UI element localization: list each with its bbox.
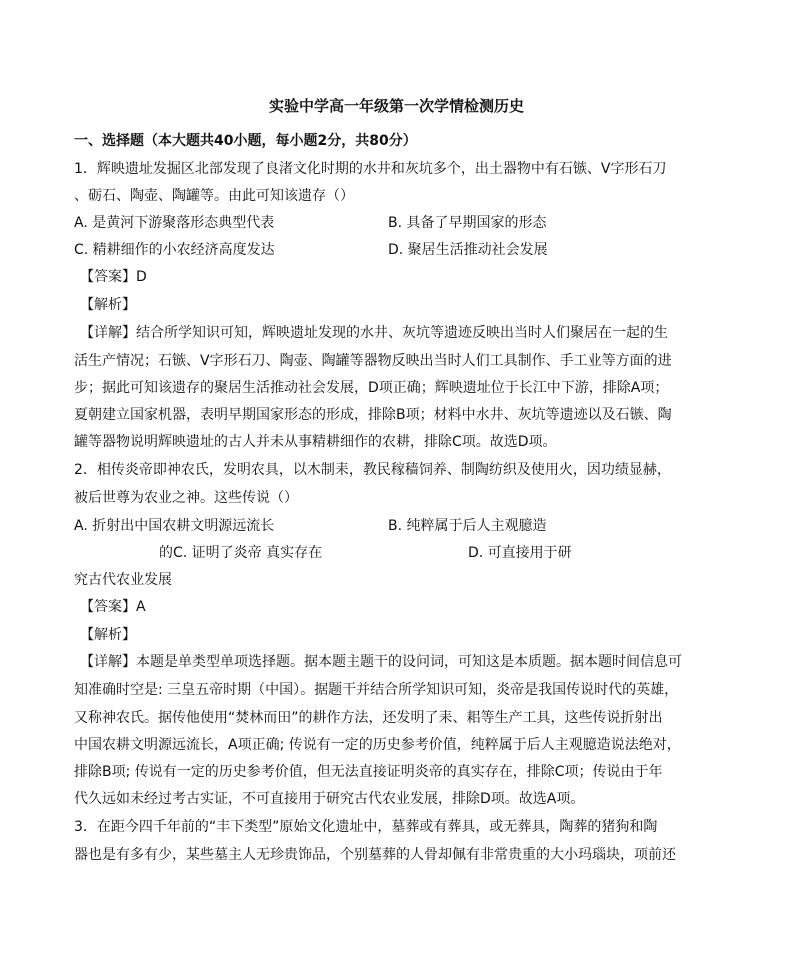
q2-detail-line2: 知准确时空是: 三皇五帝时期（中国）。据题干并结合所学知识可知，炎帝是我国传说时代的英雄，: [74, 682, 679, 698]
q1-option-d: D. 聚居生活推动社会发展: [388, 242, 548, 258]
q2-answer: 【答案】A: [80, 599, 146, 615]
q1-stem-line1: 1．辉映遗址发掘区北部发现了良渚文化时期的水井和灰坑多个，出土器物中有石镞、V字形石刀: [74, 161, 667, 177]
q3-stem-line1: 3．在距今四千年前的“丰下类型”原始文化遗址中，墓葬或有葬具，或无葬具，陶葬的猪狗和陶: [74, 819, 658, 835]
q1-answer: 【答案】D: [80, 269, 147, 285]
q2-detail-line4: 中国农耕文明源远流长，A项正确; 传说有一定的历史参考价值，纯粹属于后人主观臆造说法绝对，: [74, 737, 681, 753]
q1-option-a: A. 是黄河下游聚落形态典型代表: [74, 215, 275, 231]
q2-stem-line2: 被后世尊为农业之神。这些传说（）: [74, 490, 298, 506]
q1-detail-line3: 步；据此可知该遗存的聚居生活推动社会发展，D项正确；辉映遗址位于长江中下游，排除A项；: [74, 380, 669, 396]
q2-option-d-continued: 究古代农业发展: [74, 572, 172, 588]
q1-analysis-label: 【解析】: [80, 297, 136, 313]
q2-detail-line5: 排除B项; 传说有一定的历史参考价值，但无法直接证明炎帝的真实存在，排除C项；传说由于年: [74, 764, 663, 780]
section-heading: 一、选择题（本大题共40小题，每小题2分，共80分）: [74, 133, 417, 149]
q2-detail-line6: 代久远如未经过考古实证，不可直接用于研究古代农业发展，排除D项。故选A项。: [74, 791, 585, 807]
q2-detail-line3: 又称神农氏。据传他使用“焚林而田”的耕作方法，还发明了耒、耜等生产工具，这些传说折射出: [74, 710, 663, 726]
q1-option-c: C. 精耕细作的小农经济高度发达: [74, 242, 275, 258]
q1-detail-line1: 【详解】结合所学知识可知，辉映遗址发现的水井、灰坑等遗迹反映出当时人们聚居在一起的生: [80, 325, 668, 341]
q2-detail-line1: 【详解】本题是单类型单项选择题。据本题主题干的设问词，可知这是本质题。据本题时间信息可: [80, 654, 682, 670]
q2-option-a: A. 折射出中国农耕文明源远流长: [74, 518, 275, 534]
q2-option-b: B. 纯粹属于后人主观臆造: [388, 518, 547, 534]
q2-option-d: D. 可直接用于研: [468, 545, 572, 561]
q2-stem-line1: 2．相传炎帝即神农氏，发明农具，以木制耒，教民稼穑饲养、制陶纺织及使用火，因功绩显赫，: [74, 462, 671, 478]
q2-option-c: 的C. 证明了炎帝 真实存在: [159, 545, 323, 561]
q2-analysis-label: 【解析】: [80, 627, 136, 643]
q1-detail-line5: 罐等器物说明辉映遗址的古人并未从事精耕细作的农耕，排除C项。故选D项。: [74, 434, 557, 450]
q1-detail-line2: 活生产情况；石镞、V字形石刀、陶壶、陶罐等器物反映出当时人们工具制作、手工业等方面的进: [74, 353, 672, 369]
document-title: 实验中学高一年级第一次学情检测历史: [268, 97, 524, 115]
q1-option-b: B. 具备了早期国家的形态: [388, 215, 547, 231]
q1-detail-line4: 夏朝建立国家机器，表明早期国家形态的形成，排除B项；材料中水井、灰坑等遗迹以及石镞、陶: [74, 407, 672, 423]
q3-stem-line2: 器也是有多有少，某些墓主人无珍贵饰品，个别墓葬的人骨却佩有非常贵重的大小玛瑙块，项前还: [74, 847, 676, 863]
q1-stem-line2: 、砺石、陶壶、陶罐等。由此可知该遗存（）: [74, 188, 354, 204]
